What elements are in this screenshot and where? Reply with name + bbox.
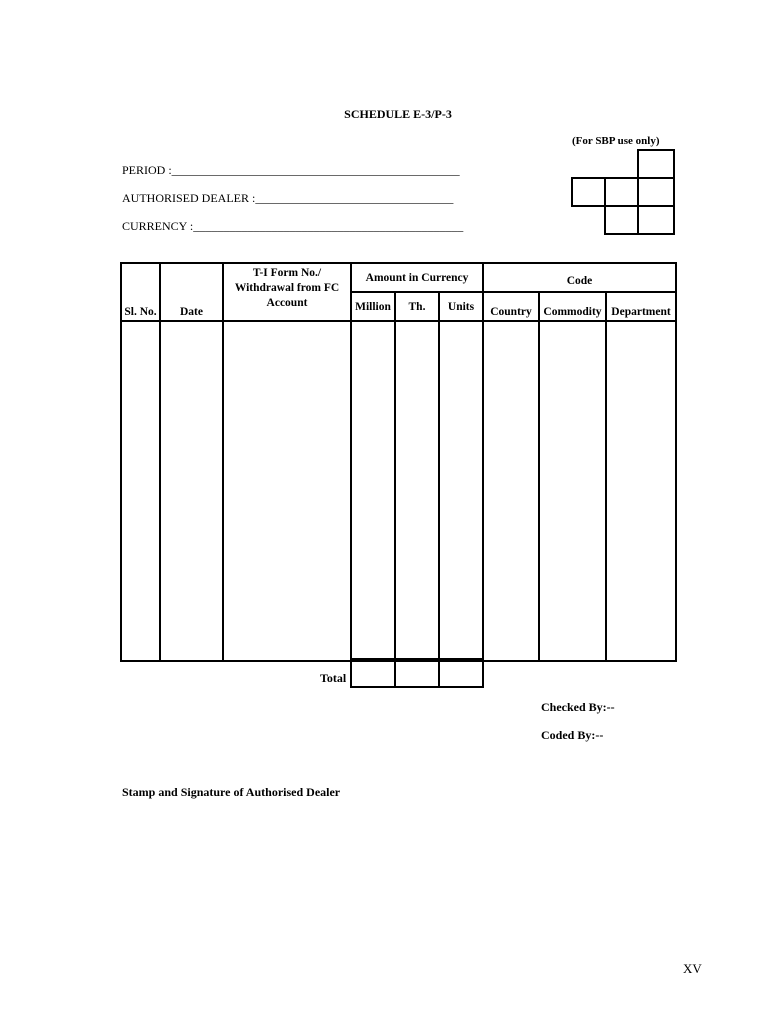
col-header-million: Million (351, 292, 395, 321)
stamp-signature-label: Stamp and Signature of Authorised Dealer (122, 785, 341, 799)
cell-sl-no[interactable] (121, 321, 160, 661)
tiform-line-3: Account (266, 297, 308, 309)
cell-th[interactable] (395, 321, 439, 661)
sbp-box-5[interactable] (604, 205, 639, 235)
sbp-box-3[interactable] (604, 177, 639, 207)
col-header-date: Date (160, 263, 223, 321)
authorised-dealer-field[interactable]: AUTHORISED DEALER :_________________________________ (122, 191, 454, 205)
cell-country[interactable] (483, 321, 539, 661)
total-th-cell[interactable] (395, 659, 439, 687)
col-header-amount-in-currency: Amount in Currency (351, 263, 483, 292)
total-label: Total (320, 671, 347, 685)
schedule-title: SCHEDULE E-3/P-3 (344, 107, 452, 121)
cell-million[interactable] (351, 321, 395, 661)
col-header-th: Th. (395, 292, 439, 321)
tiform-line-2: Withdrawal from FC (234, 282, 340, 294)
cell-commodity[interactable] (539, 321, 606, 661)
sbp-box-2[interactable] (571, 177, 606, 207)
total-million-cell[interactable] (351, 659, 395, 687)
cell-units[interactable] (439, 321, 483, 661)
col-header-country: Country (483, 292, 539, 321)
col-header-tiform (223, 263, 351, 321)
page-number: XV (683, 961, 702, 976)
sbp-box-1[interactable] (637, 149, 675, 179)
sbp-box-4[interactable] (637, 177, 675, 207)
total-units-cell[interactable] (439, 659, 483, 687)
schedule-table (120, 262, 677, 662)
tiform-line-1: T-I Form No./ (252, 267, 322, 279)
total-row (350, 658, 484, 688)
coded-by-label: Coded By:-- (541, 728, 604, 742)
col-header-department: Department (606, 292, 676, 321)
sbp-box-6[interactable] (637, 205, 675, 235)
col-header-units: Units (439, 292, 483, 321)
table-body-row (121, 321, 676, 661)
cell-tiform[interactable] (223, 321, 351, 661)
cell-department[interactable] (606, 321, 676, 661)
col-header-commodity: Commodity (539, 292, 606, 321)
cell-date[interactable] (160, 321, 223, 661)
period-field[interactable]: PERIOD :________________________________________________ (122, 163, 460, 177)
currency-field[interactable]: CURRENCY :_____________________________________________ (122, 219, 464, 233)
col-header-code: Code (483, 263, 676, 292)
checked-by-label: Checked By:-- (541, 700, 615, 714)
sbp-use-note: (For SBP use only) (572, 135, 660, 147)
col-header-sl-no: Sl. No. (121, 263, 160, 321)
